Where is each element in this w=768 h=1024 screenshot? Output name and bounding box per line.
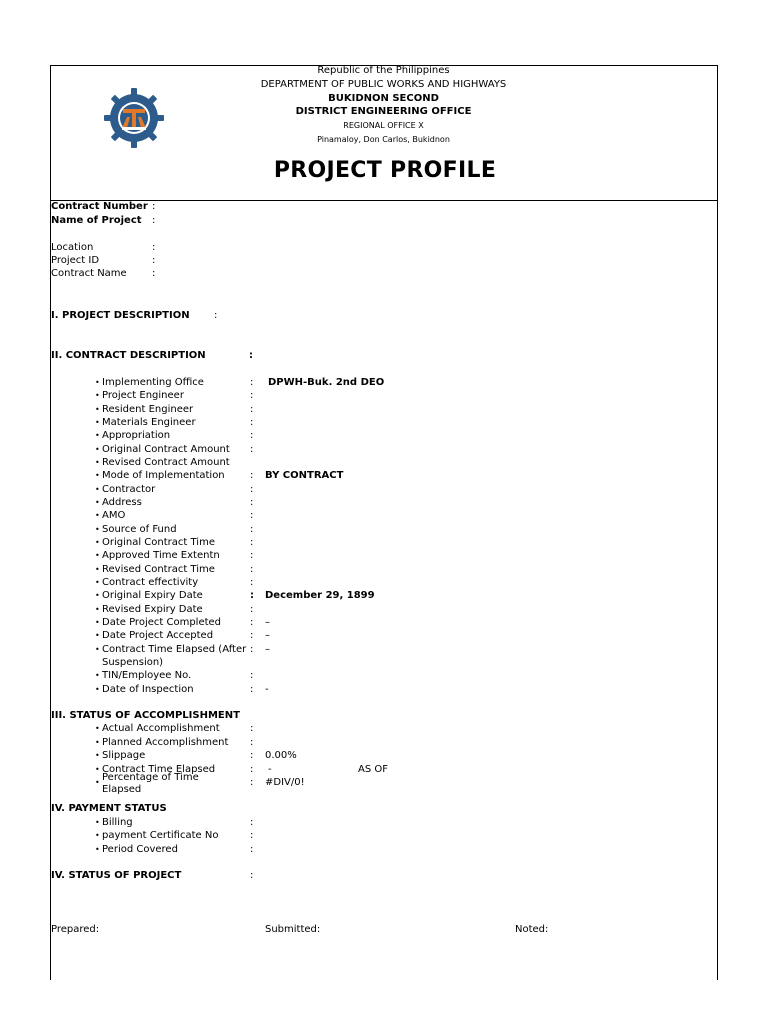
bullet-icon: • [95, 671, 100, 680]
section-project-description: I. PROJECT DESCRIPTION [51, 310, 190, 321]
revised-contract-time-label: Revised Contract Time [102, 564, 215, 575]
bullet-icon: • [95, 831, 100, 840]
bullet-icon: • [95, 458, 100, 467]
bullet-icon: • [95, 645, 100, 654]
bullet-icon: • [95, 605, 100, 614]
contract-time-elapsed-value: – [265, 644, 270, 655]
contract-name-colon: : [152, 268, 156, 279]
location-label: Location [51, 242, 94, 253]
contract-description-colon: : [249, 350, 253, 361]
name-of-project-label: Name of Project [51, 215, 142, 226]
contract-effectivity-label: Contract effectivity [102, 577, 199, 588]
resident-engineer-label: Resident Engineer [102, 404, 194, 415]
percentage-time-elapsed-value: #DIV/0! [265, 777, 305, 788]
header-address: Pinamaloy, Don Carlos, Bukidnon [317, 135, 450, 144]
row-colon: : [250, 390, 254, 401]
row-colon: : [250, 564, 254, 575]
slippage-value: 0.00% [265, 750, 297, 761]
row-colon: : [250, 444, 254, 455]
bullet-icon: • [95, 445, 100, 454]
bullet-icon: • [95, 631, 100, 640]
contract-number-colon: : [152, 201, 156, 212]
bullet-icon: • [95, 565, 100, 574]
row-colon: : [250, 417, 254, 428]
contract-time-elapsed-status-value: - [268, 764, 272, 775]
location-colon: : [152, 242, 156, 253]
original-contract-time-label: Original Contract Time [102, 537, 215, 548]
revised-contract-amount-label: Revised Contract Amount [102, 457, 230, 468]
bullet-icon: • [95, 685, 100, 694]
bullet-icon: • [95, 511, 100, 520]
amo-label: AMO [102, 510, 126, 521]
prepared-label: Prepared: [51, 924, 100, 935]
row-colon: : [250, 577, 254, 588]
dpwh-seal-icon [103, 87, 165, 149]
project-id-colon: : [152, 255, 156, 266]
original-expiry-date-label: Original Expiry Date [102, 590, 203, 601]
bullet-icon: • [95, 724, 100, 733]
bullet-icon: • [95, 431, 100, 440]
date-of-inspection-value: - [265, 684, 269, 695]
bullet-icon: • [95, 778, 100, 787]
actual-accomplishment-label: Actual Accomplishment [102, 723, 220, 734]
approved-time-extension-label: Approved Time Extentn [102, 550, 220, 561]
implementing-office-value: DPWH-Buk. 2nd DEO [268, 377, 385, 388]
bullet-icon: • [95, 591, 100, 600]
contract-time-elapsed-status-label: Contract Time Elapsed [102, 764, 216, 775]
bullet-icon: • [95, 538, 100, 547]
bullet-icon: • [95, 818, 100, 827]
bullet-icon: • [95, 551, 100, 560]
bullet-icon: • [95, 845, 100, 854]
bullet-icon: • [95, 418, 100, 427]
row-colon: : [250, 817, 254, 828]
appropriation-label: Appropriation [102, 430, 171, 441]
row-colon: : [250, 524, 254, 535]
row-colon: : [250, 723, 254, 734]
name-of-project-colon: : [152, 215, 156, 226]
section-status-of-project: IV. STATUS OF PROJECT [51, 870, 182, 881]
row-colon: : [250, 510, 254, 521]
project-id-label: Project ID [51, 255, 100, 266]
project-description-colon: : [214, 310, 218, 321]
row-colon: : [250, 617, 254, 628]
section-contract-description: II. CONTRACT DESCRIPTION [51, 350, 206, 361]
mode-of-implementation-label: Mode of Implementation [102, 470, 225, 481]
row-colon: : [250, 750, 254, 761]
row-colon: : [250, 550, 254, 561]
page-title: PROJECT PROFILE [273, 158, 497, 183]
date-of-inspection-label: Date of Inspection [102, 684, 194, 695]
project-engineer-label: Project Engineer [102, 390, 184, 401]
header-office: DISTRICT ENGINEERING OFFICE [295, 106, 472, 117]
row-colon: : [250, 630, 254, 641]
revised-expiry-date-label: Revised Expiry Date [102, 604, 203, 615]
frame-right-border [717, 65, 718, 980]
section-status-of-accomplishment: III. STATUS OF ACCOMPLISHMENT [51, 710, 240, 721]
mode-of-implementation-value: BY CONTRACT [265, 470, 344, 481]
section-payment-status: IV. PAYMENT STATUS [51, 803, 167, 814]
address-label: Address [102, 497, 142, 508]
as-of-label: AS OF [358, 764, 388, 775]
tin-employee-no-label: TIN/Employee No. [102, 670, 192, 681]
row-colon: : [250, 537, 254, 548]
planned-accomplishment-label: Planned Accomplishment [102, 737, 229, 748]
header-republic: Republic of the Philippines [317, 65, 450, 76]
date-project-accepted-value: – [265, 630, 270, 641]
contract-time-elapsed-label-cont: Suspension) [102, 657, 164, 668]
row-colon: : [250, 764, 254, 775]
status-of-project-colon: : [250, 870, 254, 881]
original-contract-amount-label: Original Contract Amount [102, 444, 230, 455]
row-colon: : [250, 604, 254, 615]
date-project-accepted-label: Date Project Accepted [102, 630, 214, 641]
bullet-icon: • [95, 578, 100, 587]
row-colon: : [250, 470, 254, 481]
header-department: DEPARTMENT OF PUBLIC WORKS AND HIGHWAYS [260, 79, 507, 90]
materials-engineer-label: Materials Engineer [102, 417, 196, 428]
row-colon: : [250, 684, 254, 695]
contract-name-label: Contract Name [51, 268, 127, 279]
bullet-icon: • [95, 391, 100, 400]
header-district: BUKIDNON SECOND [328, 93, 439, 104]
period-covered-label: Period Covered [102, 844, 178, 855]
bullet-icon: • [95, 765, 100, 774]
date-project-completed-value: – [265, 617, 270, 628]
row-colon: : [250, 777, 254, 788]
row-colon: : [250, 377, 254, 388]
contract-time-elapsed-label: Contract Time Elapsed (After [102, 644, 247, 655]
row-colon: : [250, 737, 254, 748]
bullet-icon: • [95, 751, 100, 760]
row-colon: : [250, 404, 254, 415]
bullet-icon: • [95, 618, 100, 627]
row-colon: : [250, 430, 254, 441]
header-divider [50, 200, 718, 201]
bullet-icon: • [95, 738, 100, 747]
row-colon: : [250, 670, 254, 681]
row-colon: : [250, 644, 254, 655]
row-colon: : [250, 830, 254, 841]
bullet-icon: • [95, 485, 100, 494]
bullet-icon: • [95, 525, 100, 534]
percentage-time-elapsed-label-cont: Elapsed [102, 784, 142, 795]
noted-label: Noted: [515, 924, 549, 935]
bullet-icon: • [95, 378, 100, 387]
billing-label: Billing [102, 817, 133, 828]
bullet-icon: • [95, 405, 100, 414]
row-colon: : [250, 844, 254, 855]
contractor-label: Contractor [102, 484, 156, 495]
row-colon: : [250, 497, 254, 508]
row-colon: : [250, 484, 254, 495]
bullet-icon: • [95, 498, 100, 507]
slippage-label: Slippage [102, 750, 146, 761]
header-regional-office: REGIONAL OFFICE X [343, 121, 424, 130]
bullet-icon: • [95, 471, 100, 480]
original-expiry-date-value: December 29, 1899 [265, 590, 375, 601]
row-colon: : [250, 590, 254, 601]
payment-certificate-no-label: payment Certificate No [102, 830, 219, 841]
date-project-completed-label: Date Project Completed [102, 617, 222, 628]
contract-number-label: Contract Number [51, 201, 148, 212]
percentage-time-elapsed-label: Percentage of Time [102, 772, 199, 783]
source-of-fund-label: Source of Fund [102, 524, 177, 535]
submitted-label: Submitted: [265, 924, 321, 935]
implementing-office-label: Implementing Office [102, 377, 204, 388]
